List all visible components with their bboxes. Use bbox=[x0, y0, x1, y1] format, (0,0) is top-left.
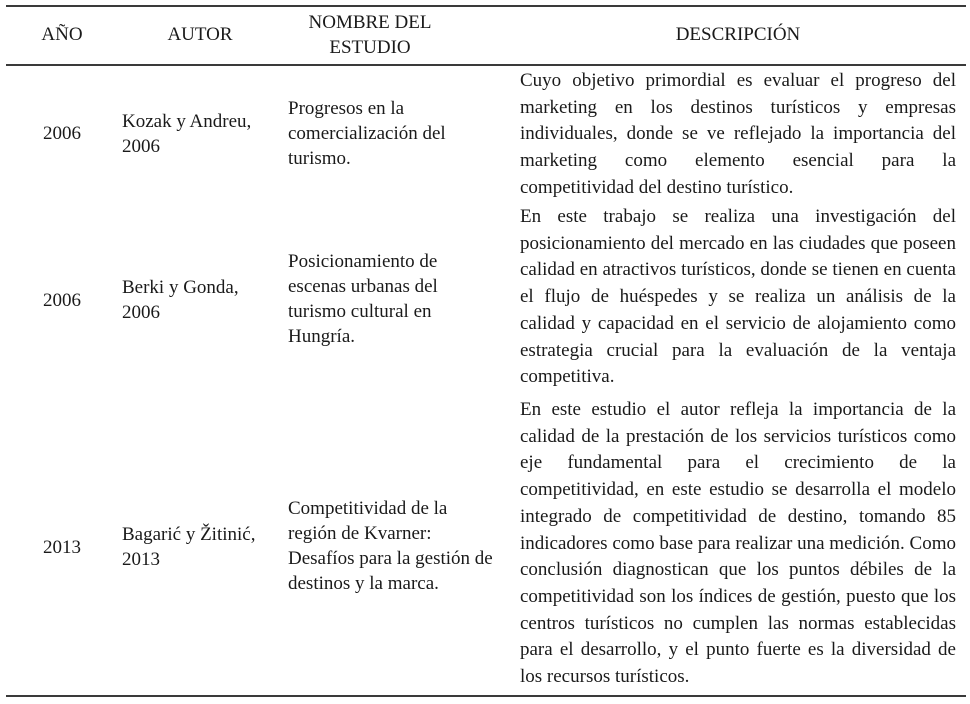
cell-year: 2006 bbox=[43, 290, 81, 311]
cell-study: Progresos en la comercialización del turismo. bbox=[288, 98, 446, 169]
cell-year: 2013 bbox=[43, 537, 81, 558]
cell-study: Competitividad de la región de Kvarner: Desafíos para la gestión de destinos y la marca. bbox=[288, 498, 493, 594]
cell-author: Bagarić y Žitinić, 2013 bbox=[122, 524, 256, 570]
header-year: AÑO bbox=[41, 24, 83, 45]
cell-year: 2006 bbox=[43, 123, 81, 144]
header-description: DESCRIPCIÓN bbox=[675, 24, 801, 45]
header-author: AUTOR bbox=[167, 24, 233, 45]
cell-author: Kozak y Andreu, 2006 bbox=[122, 111, 252, 157]
cell-study: Posicionamiento de escenas urbanas del turismo cultural en Hungría. bbox=[288, 251, 438, 347]
cell-description: En este estudio el autor refleja la importancia de la calidad de la prestación de los servicios turísticos como eje fundamental para el crecimiento de la competitividad, en este estudio se desarrolla el modelo integrado de competitividad de destino, tomando 85 indicadores como base para realizar una medición. Como conclusión diagnostican que los puntos débiles de la competitividad son los índices de gestión, puesto que los centros turísticos no cumplen las normas establecidas para el desarrollo, y el punto fuerte es la diversidad de los recursos turísticos. bbox=[520, 399, 956, 688]
table-bottom-rule bbox=[6, 695, 966, 697]
cell-author: Berki y Gonda, 2006 bbox=[122, 277, 239, 323]
table-top-rule bbox=[6, 5, 966, 7]
header-study: NOMBRE DEL ESTUDIO bbox=[308, 12, 432, 58]
cell-description: Cuyo objetivo primordial es evaluar el progreso del marketing en los destinos turísticos y empresas individuales, donde se ve reflejado la importancia del marketing como elemento esencial para la competitividad del destino turístico. bbox=[520, 70, 956, 198]
cell-description: En este trabajo se realiza una investigación del posicionamiento del mercado en las ciudades que poseen calidad en atractivos turísticos, donde se tienen en cuenta el flujo de huéspedes y se realiza un análisis de la calidad y capacidad en el servicio de alojamiento como estrategia crucial para la evaluación de la ventaja competitiva. bbox=[520, 206, 956, 388]
header-rule bbox=[6, 64, 966, 66]
